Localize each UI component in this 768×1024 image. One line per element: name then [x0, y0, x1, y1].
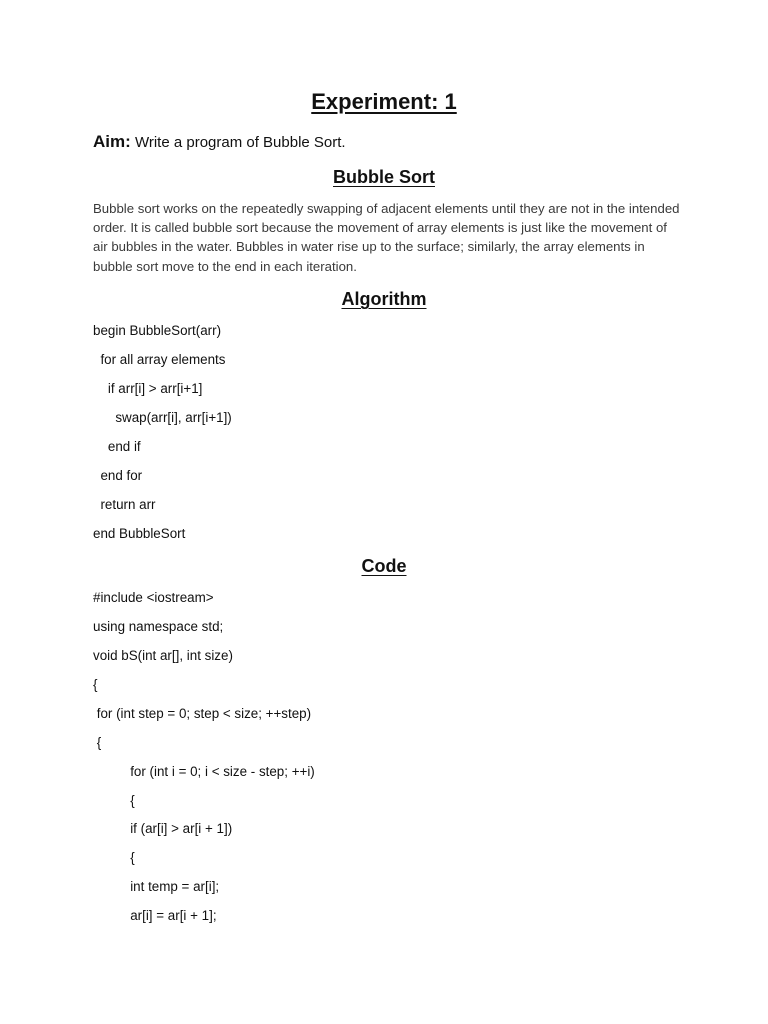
algorithm-line: for all array elements: [93, 352, 226, 367]
code-line: for (int step = 0; step < size; ++step): [93, 706, 312, 721]
algorithm-heading: Algorithm: [341, 289, 427, 309]
algorithm-line: end if: [93, 439, 141, 454]
aim-text: Write a program of Bubble Sort.: [130, 134, 346, 151]
code-line: if (ar[i] > ar[i + 1]): [93, 821, 233, 836]
aim-label: Aim:: [93, 132, 131, 151]
algorithm-line: end for: [93, 468, 143, 483]
code-line: int temp = ar[i];: [93, 879, 220, 894]
code-line: {: [93, 677, 98, 692]
algorithm-line: if arr[i] > arr[i+1]: [93, 381, 203, 396]
page-title: Experiment: 1: [311, 89, 457, 114]
algorithm-line: return arr: [93, 497, 156, 512]
bubble-sort-description: Bubble sort works on the repeatedly swapping of adjacent elements until they are not in the intended order. It is called bubble sort because the movement of array elements is just like the movement of air bubbles in the water. Bubbles in water rise up to the surface; similarly, the array elements in bubble sort move to the end in each iteration.: [93, 201, 680, 274]
code-line: void bS(int ar[], int size): [93, 648, 233, 663]
code-line: #include <iostream>: [93, 590, 214, 605]
code-line: {: [93, 850, 135, 865]
code-line: ar[i] = ar[i + 1];: [93, 908, 217, 923]
code-line: using namespace std;: [93, 619, 224, 634]
bubble-sort-heading: Bubble Sort: [333, 167, 435, 187]
code-heading: Code: [361, 556, 407, 576]
aim-line: [93, 131, 346, 154]
algorithm-line: end BubbleSort: [93, 526, 186, 541]
algorithm-line: swap(arr[i], arr[i+1]): [93, 410, 232, 425]
code-line: {: [93, 793, 135, 808]
algorithm-line: begin BubbleSort(arr): [93, 323, 222, 338]
code-line: for (int i = 0; i < size - step; ++i): [93, 764, 315, 779]
code-line: {: [93, 735, 102, 750]
